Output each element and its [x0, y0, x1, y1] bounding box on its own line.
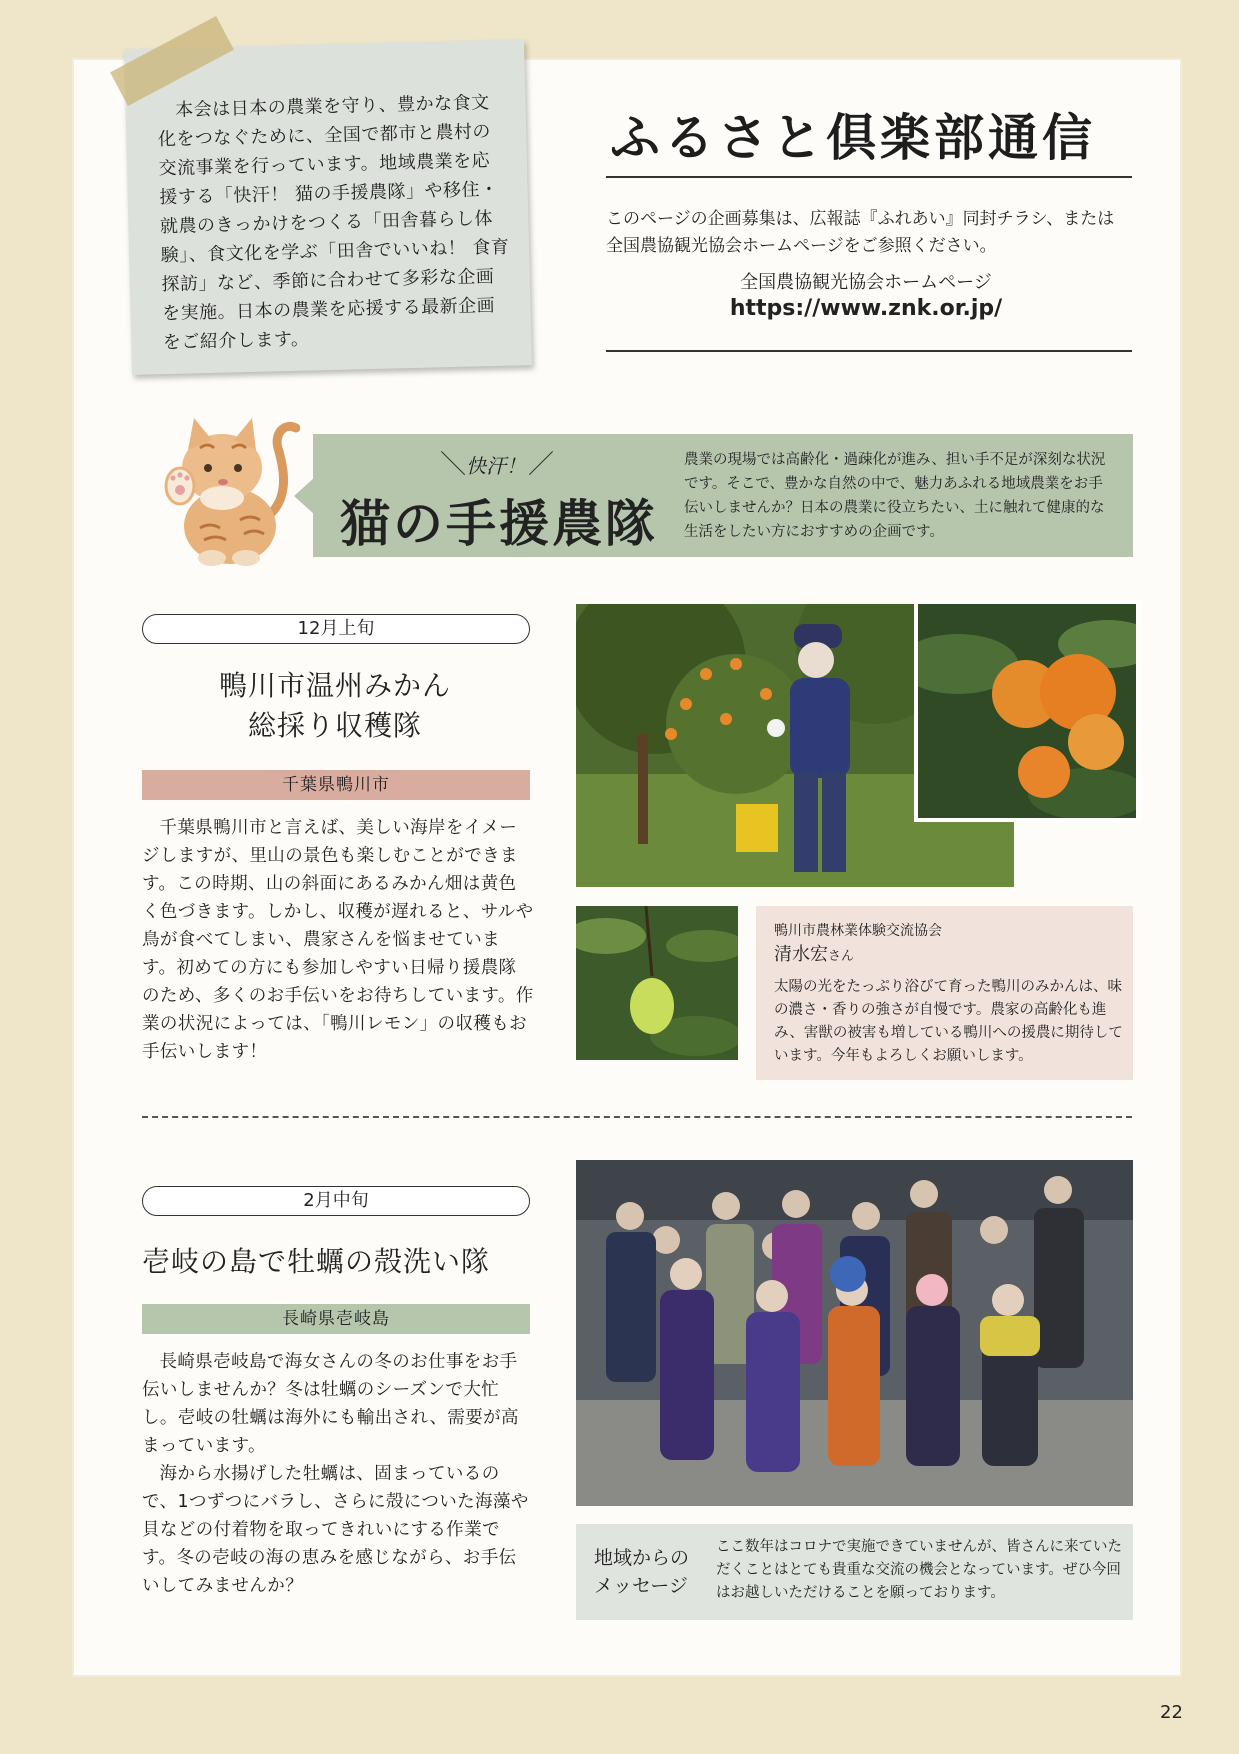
banner-title: 猫の手援農隊: [340, 494, 658, 553]
page-title: ふるさと倶楽部通信: [610, 108, 1096, 167]
message-text: ここ数年はコロナで実施できていませんが、皆さんに来ていただくことはとても貴重な交流の機会となっています。ぜひ今回はお越しいただけることを願っております。: [716, 1539, 1122, 1601]
lemon-photo: [576, 906, 738, 1060]
banner-arrow: [294, 478, 314, 514]
kicker-slash-left-icon: ＼: [440, 450, 467, 480]
cat-illustration-icon: [160, 408, 300, 568]
header-bottom-divider: [606, 350, 1132, 352]
message-label: 地域からのメッセージ: [594, 1547, 690, 1597]
intro-text: 本会は日本の農業を守り、豊かな食文化をつなぐために、全国で都市と農村の交流事業を行っています。地域農業を応援する「快汗！ 猫の手援農隊」や移住・就農のきっかけをつくる「田舎暮らし体験」、食文化を学ぶ「田舎でいいね！ 食育探訪」など、季節に合わせて多彩な企画を実施。日本の農業を応援する最新企画をご紹介します。: [157, 92, 510, 354]
event2-body-p2: 海から水揚げした牡蠣は、固まっているので、1つずつにバラし、さらに殻についた海藻や貝などの付着物を取ってきれいにする作業です。冬の壱岐の海の恵みを感じながら、お手伝いしてみませんか？: [142, 1464, 529, 1596]
oyster-volunteers-group-photo: [576, 1160, 1133, 1506]
voice-text: 太陽の光をたっぷり浴びて育った鴨川のみかんは、味の濃さ・香りの強さが自慢です。農家の高齢化も進み、害獣の被害も増している鴨川への援農に期待しています。今年もよろしくお願いします。: [774, 979, 1123, 1064]
mandarin-closeup-photo: [914, 600, 1140, 822]
homepage-label: 全国農協観光協会ホームページ: [740, 272, 992, 293]
event1-title-line1: 鴨川市温州みかん: [218, 669, 451, 702]
event1-title-line2: 総採り収穫隊: [247, 709, 422, 742]
voice-person: [774, 940, 854, 966]
event2-title: 壱岐の島で牡蠣の殻洗い隊: [142, 1245, 491, 1278]
event1-date-pill: 12月上旬: [142, 614, 530, 644]
page-number: 22: [1160, 1702, 1183, 1723]
banner-description: 農業の現場では高齢化・過疎化が進み、担い手不足が深刻な状況です。そこで、豊かな自然の中で、魅力あふれる地域農業をお手伝いしませんか？日本の農業に役立ちたい、土に触れて健康的な生活をしたい方におすすめの企画です。: [684, 452, 1106, 540]
kicker-slash-right-icon: ／: [528, 450, 555, 480]
event1-body: 千葉県鴨川市と言えば、美しい海岸をイメージしますが、里山の景色も楽しむことができます。この時期、山の斜面にあるみかん畑は黄色く色づきます。しかし、収穫が遅れると、サルや鳥が食べてしまい、農家さんを悩ませています。初めての方にも参加しやすい日帰り援農隊のため、多くのお手伝いをお待ちしています。作業の状況によっては、「鴨川レモン」の収穫もお手伝いします！: [142, 818, 534, 1062]
voice-honorific: さん: [828, 949, 855, 964]
recruit-text: このページの企画募集は、広報誌『ふれあい』同封チラシ、または全国農協観光協会ホームページをご参照ください。: [606, 209, 1115, 256]
event1-location: 千葉県鴨川市: [142, 770, 530, 800]
title-divider: [606, 176, 1132, 178]
section-divider: [142, 1116, 1132, 1118]
event2-body-p1: 長崎県壱岐島で海女さんの冬のお仕事をお手伝いしませんか？冬は牡蠣のシーズンで大忙し。壱岐の牡蠣は海外にも輸出され、需要が高まっています。: [142, 1352, 519, 1456]
voice-person-name: 清水宏: [774, 944, 828, 965]
banner-kicker: 快汗！: [466, 454, 526, 478]
voice-organization: 鴨川市農林業体験交流協会: [774, 923, 942, 939]
event2-location: 長崎県壱岐島: [142, 1304, 530, 1334]
homepage-link[interactable]: https://www.znk.or.jp/: [729, 296, 1003, 321]
event2-date-pill: 2月中旬: [142, 1186, 530, 1216]
